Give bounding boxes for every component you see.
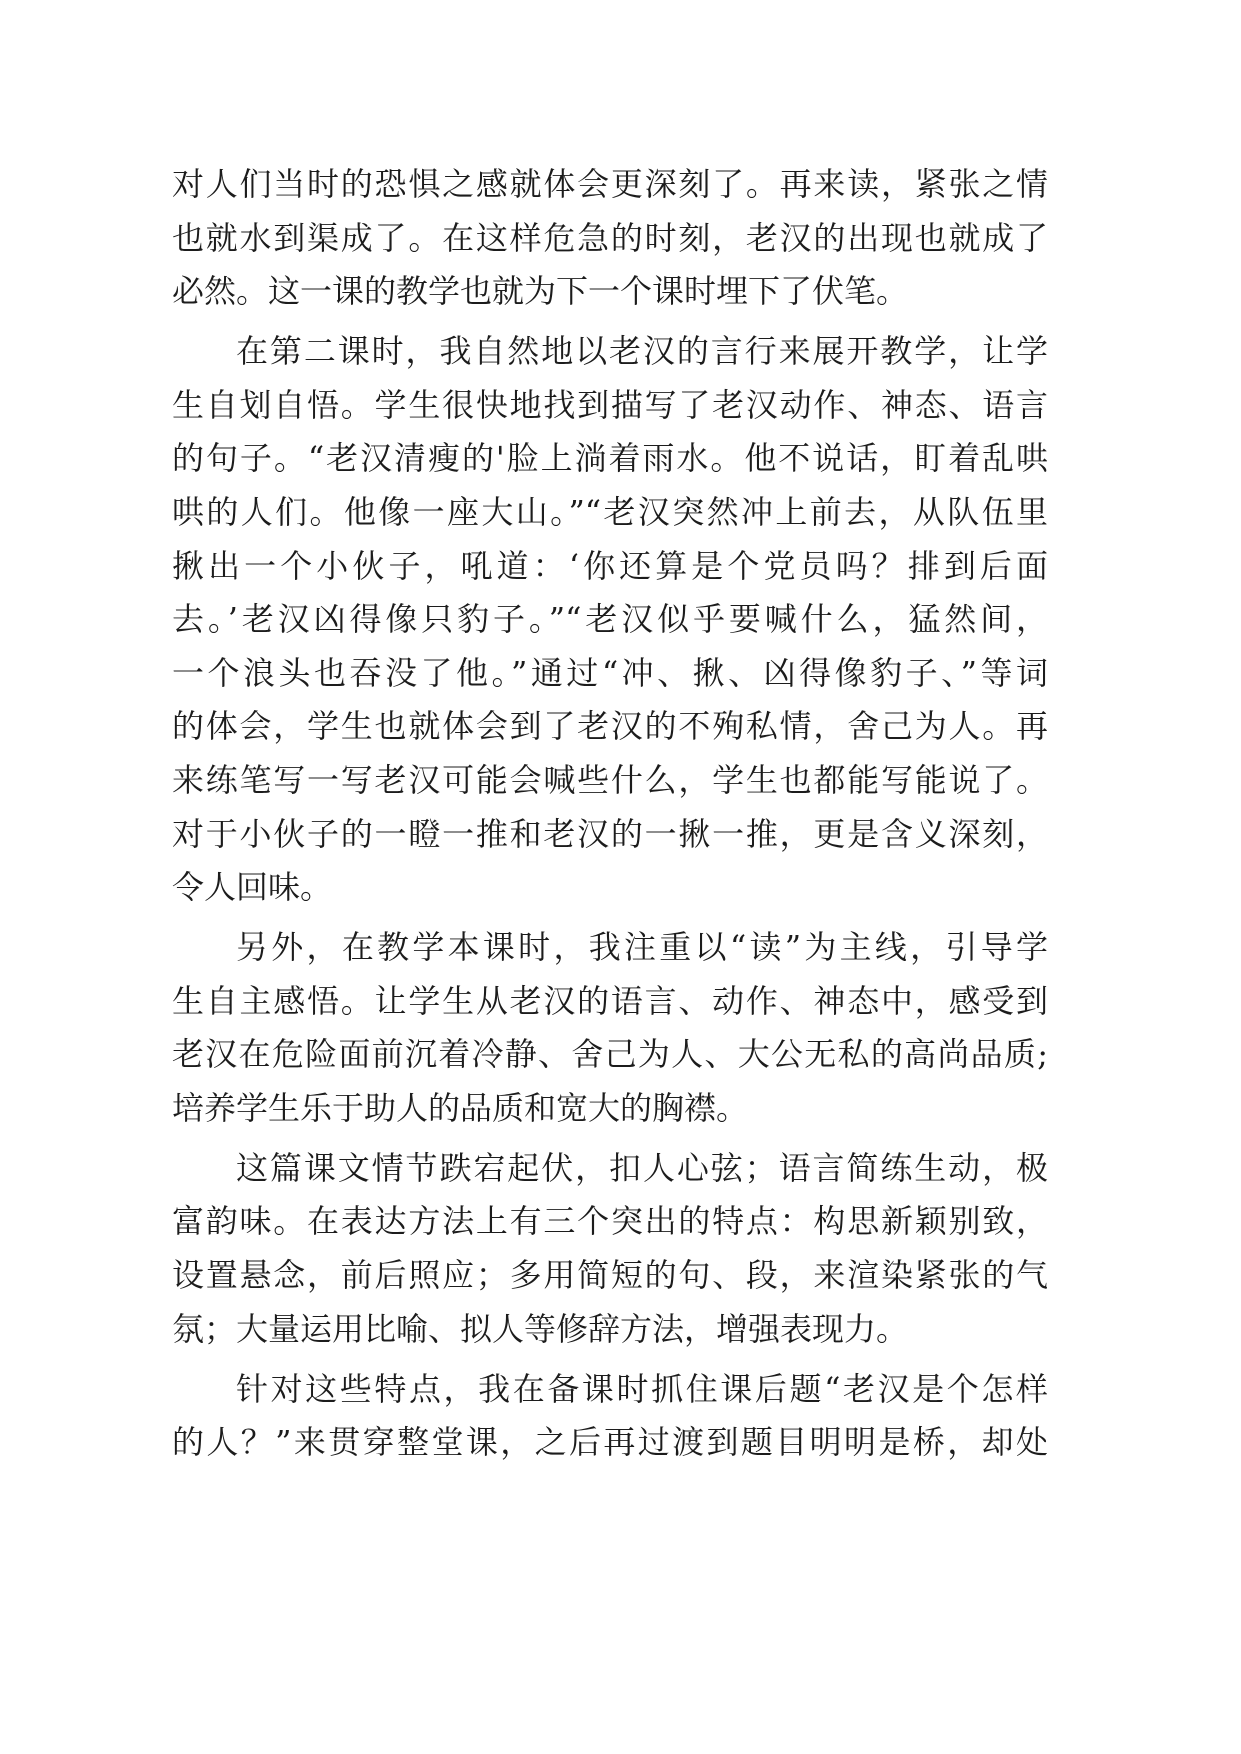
text-line: 生自划自悟。学生很快地找到描写了老汉动作、神态、语言 bbox=[172, 385, 1048, 424]
paragraph bbox=[172, 921, 1048, 1135]
text-line: 针对这些特点，我在备课时抓住课后题“老汉是个怎样 bbox=[236, 1369, 1048, 1408]
text-line: 富韵味。在表达方法上有三个突出的特点：构思新颖别致， bbox=[172, 1202, 1048, 1241]
body-text bbox=[172, 158, 1048, 1470]
text-line: 培养学生乐于助人的品质和宽大的胸襟。 bbox=[172, 1088, 749, 1127]
text-line: 的句子。“老汉清瘦的'脸上淌着雨水。他不说话，盯着乱哄 bbox=[172, 439, 1048, 478]
text-line: 这篇课文情节跌宕起伏，扣人心弦；语言简练生动，极 bbox=[236, 1148, 1048, 1187]
text-line: 老汉在危险面前沉着冷静、舍己为人、大公无私的高尚品质; bbox=[172, 1035, 1048, 1074]
text-line: 在第二课时，我自然地以老汉的言行来展开教学，让学 bbox=[236, 332, 1048, 371]
paragraph bbox=[172, 325, 1048, 915]
text-line: 一个浪头也吞没了他。”通过“冲、揪、凶得像豹子、”等词 bbox=[172, 653, 1048, 692]
text-line: 去。’老汉凶得像只豹子。”“老汉似乎要喊什么，猛然间， bbox=[172, 600, 1048, 639]
text-line: 设置悬念，前后照应；多用简短的句、段，来渲染紧张的气 bbox=[172, 1256, 1048, 1295]
text-line: 来练笔写一写老汉可能会喊些什么，学生也都能写能说了。 bbox=[172, 760, 1048, 799]
text-line: 生自主感悟。让学生从老汉的语言、动作、神态中，感受到 bbox=[172, 981, 1048, 1020]
text-line: 的体会，学生也就体会到了老汉的不殉私情，舍己为人。再 bbox=[172, 707, 1048, 746]
text-line: 令人回味。 bbox=[172, 868, 333, 907]
text-line: 的人？”来贯穿整堂课，之后再过渡到题目明明是桥，却处 bbox=[172, 1423, 1048, 1462]
paragraph bbox=[172, 1142, 1048, 1356]
text-line: 也就水到渠成了。在这样危急的时刻，老汉的出现也就成了 bbox=[172, 218, 1048, 257]
text-line: 必然。这一课的教学也就为下一个课时埋下了伏笔。 bbox=[172, 272, 909, 311]
text-line: 氛；大量运用比喻、拟人等修辞方法，增强表现力。 bbox=[172, 1309, 909, 1348]
paragraph bbox=[172, 1363, 1048, 1470]
paragraph bbox=[172, 158, 1048, 319]
text-line: 另外，在教学本课时，我注重以“读”为主线，引导学 bbox=[236, 928, 1048, 967]
text-line: 揪出一个小伙子，吼道：‘你还算是个党员吗？排到后面 bbox=[172, 546, 1048, 585]
text-line: 哄的人们。他像一座大山。”“老汉突然冲上前去，从队伍里 bbox=[172, 492, 1048, 531]
text-line: 对于小伙子的一瞪一推和老汉的一揪一推，更是含义深刻， bbox=[172, 814, 1048, 853]
text-line: 对人们当时的恐惧之感就体会更深刻了。再来读，紧张之情 bbox=[172, 165, 1048, 203]
